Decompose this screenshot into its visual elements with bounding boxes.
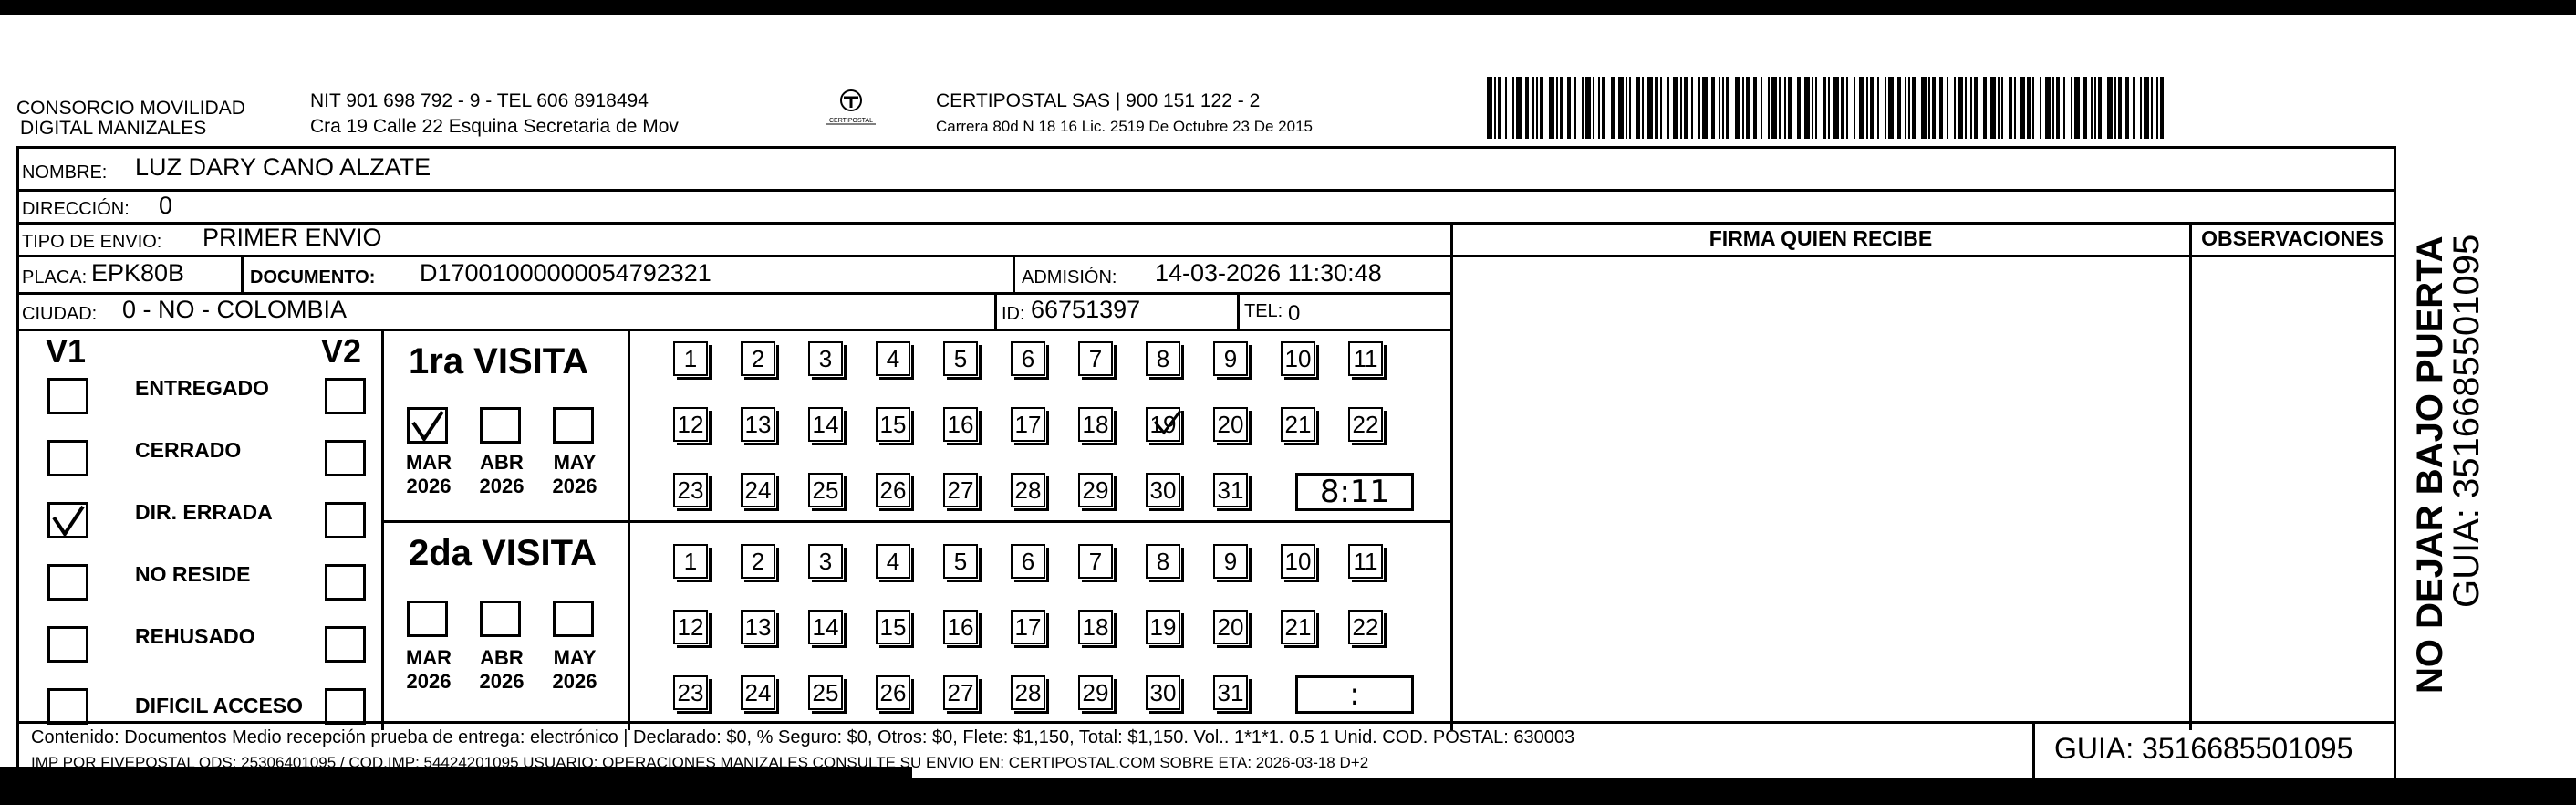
status-label: DIR. ERRADA bbox=[135, 500, 273, 524]
barcode-bar bbox=[1779, 77, 1781, 139]
second-visit-title: 2da VISITA bbox=[409, 533, 597, 573]
barcode-bar bbox=[1711, 77, 1715, 139]
barcode-bar bbox=[2118, 77, 2122, 139]
second-visit-month-label bbox=[473, 646, 531, 694]
id-label: ID: bbox=[1002, 304, 1025, 324]
month-year: 2026 bbox=[552, 475, 597, 497]
footer-guia-divider bbox=[2032, 721, 2035, 778]
v2-heading: V2 bbox=[321, 332, 362, 370]
second-visit-day-19[interactable]: 19 bbox=[1146, 610, 1180, 644]
status-label: ENTREGADO bbox=[135, 376, 269, 400]
barcode-bar bbox=[1958, 77, 1963, 139]
barcode-bar bbox=[1854, 77, 1855, 139]
footer-top-line bbox=[16, 721, 2394, 724]
company-name-line2: DIGITAL MANIZALES bbox=[20, 118, 207, 139]
first-visit-day-12[interactable]: 12 bbox=[673, 407, 708, 442]
barcode-bar bbox=[1512, 77, 1514, 139]
second-visit-day-7[interactable]: 7 bbox=[1078, 544, 1113, 579]
form-right-edge bbox=[2394, 146, 2396, 730]
second-visit-day-8[interactable]: 8 bbox=[1146, 544, 1180, 579]
second-visit-day-10[interactable]: 10 bbox=[1281, 544, 1315, 579]
barcode-bar bbox=[2133, 77, 2135, 139]
barcode-bar bbox=[1549, 77, 1554, 139]
v2-checkbox[interactable] bbox=[325, 688, 366, 725]
barcode-bar bbox=[2160, 77, 2164, 139]
barcode-bar bbox=[1536, 77, 1538, 139]
second-visit-day-1[interactable]: 1 bbox=[673, 544, 708, 579]
barcode-bar bbox=[1582, 77, 1584, 139]
barcode-bar bbox=[2032, 77, 2034, 139]
second-visit-day-27[interactable]: 27 bbox=[943, 675, 978, 710]
placa-divider bbox=[241, 255, 244, 292]
barcode-bar bbox=[1921, 77, 1927, 139]
second-visit-day-31[interactable]: 31 bbox=[1213, 675, 1248, 710]
barcode-bar bbox=[1498, 77, 1501, 139]
first-visit-day-22[interactable]: 22 bbox=[1348, 407, 1383, 442]
barcode-bar bbox=[1905, 77, 1906, 139]
barcode-bar bbox=[1540, 77, 1543, 139]
second-visit-day-22[interactable]: 22 bbox=[1348, 610, 1383, 644]
first-visit-day-28[interactable]: 28 bbox=[1011, 473, 1045, 507]
barcode-bar bbox=[1812, 77, 1813, 139]
status-label: CERRADO bbox=[135, 438, 242, 462]
barcode-bar bbox=[1771, 77, 1777, 139]
barcode-bar bbox=[1560, 77, 1563, 139]
barcode-bar bbox=[1667, 77, 1669, 139]
barcode-bar bbox=[2027, 77, 2031, 139]
v1-checkbox[interactable] bbox=[47, 564, 88, 601]
v1-checkbox[interactable] bbox=[47, 688, 88, 725]
second-visit-month-label bbox=[545, 646, 604, 694]
barcode-bar bbox=[1965, 77, 1967, 139]
ciudad-label: CIUDAD: bbox=[22, 304, 98, 324]
second-visit-day-24[interactable]: 24 bbox=[741, 675, 775, 710]
month-year: 2026 bbox=[479, 670, 525, 693]
barcode-bar bbox=[2020, 77, 2025, 139]
placa-label: PLACA: bbox=[22, 267, 88, 288]
barcode-bar bbox=[2074, 77, 2080, 139]
side-guia: GUIA: 3516685501095 bbox=[2446, 234, 2487, 608]
barcode-bar bbox=[2125, 77, 2129, 139]
barcode-bar bbox=[1505, 77, 1507, 139]
second-visit-day-11[interactable]: 11 bbox=[1348, 544, 1383, 579]
second-visit-day-23[interactable]: 23 bbox=[673, 675, 708, 710]
barcode-bar bbox=[1722, 77, 1724, 139]
direccion-label: DIRECCIÓN: bbox=[22, 199, 130, 219]
documento-value: D17001000000054792321 bbox=[420, 259, 712, 287]
first-visit-day-11[interactable]: 11 bbox=[1348, 341, 1383, 376]
barcode-bar bbox=[2140, 77, 2142, 139]
second-visit-day-9[interactable]: 9 bbox=[1213, 544, 1248, 579]
first-visit-day-18[interactable]: 18 bbox=[1078, 407, 1113, 442]
barcode-bar bbox=[1525, 77, 1529, 139]
month-year: 2026 bbox=[479, 475, 525, 497]
first-visit-day-20[interactable]: 20 bbox=[1213, 407, 1248, 442]
first-visit-day-31[interactable]: 31 bbox=[1213, 473, 1248, 507]
second-visit-day-30[interactable]: 30 bbox=[1146, 675, 1180, 710]
barcode-bar bbox=[1698, 77, 1700, 139]
barcode-bar bbox=[2107, 77, 2113, 139]
first-visit-day-13[interactable]: 13 bbox=[741, 407, 775, 442]
barcode-bar bbox=[1983, 77, 1987, 139]
status-divider bbox=[381, 329, 384, 730]
barcode-bar bbox=[1494, 77, 1496, 139]
second-visit-month-checkbox[interactable] bbox=[553, 601, 594, 637]
row-divider bbox=[16, 189, 2394, 192]
second-visit-day-17[interactable]: 17 bbox=[1011, 610, 1045, 644]
barcode-bar bbox=[1746, 77, 1750, 139]
id-divider bbox=[994, 292, 997, 329]
barcode-bar bbox=[1602, 77, 1605, 139]
barcode-bar bbox=[1556, 77, 1558, 139]
barcode-bar bbox=[1742, 77, 1744, 139]
barcode bbox=[1487, 77, 2171, 139]
nombre-label: NOMBRE: bbox=[22, 162, 108, 183]
barcode-bar bbox=[1833, 77, 1839, 139]
row-divider bbox=[16, 329, 1452, 331]
first-visit-day-2[interactable]: 2 bbox=[741, 341, 775, 376]
second-visit-month-label bbox=[400, 646, 458, 694]
barcode-bar bbox=[1990, 77, 1996, 139]
visit-month-divider bbox=[628, 329, 630, 730]
admision-value: 14-03-2026 11:30:48 bbox=[1155, 259, 1382, 287]
barcode-bar bbox=[2056, 77, 2060, 139]
nit-line: NIT 901 698 792 - 9 - TEL 606 8918494 bbox=[310, 90, 649, 111]
second-visit-day-2[interactable]: 2 bbox=[741, 544, 775, 579]
barcode-bar bbox=[1702, 77, 1708, 139]
courier-line1: CERTIPOSTAL SAS | 900 151 122 - 2 bbox=[936, 90, 1261, 111]
courier-line2: Carrera 80d N 18 16 Lic. 2519 De Octubre 23 De 2015 bbox=[936, 118, 1313, 135]
barcode-bar bbox=[1593, 77, 1594, 139]
first-visit-day-26[interactable]: 26 bbox=[876, 473, 910, 507]
second-visit-day-16[interactable]: 16 bbox=[943, 610, 978, 644]
barcode-bar bbox=[1823, 77, 1826, 139]
barcode-bar bbox=[2156, 77, 2158, 139]
first-visit-month-checkbox[interactable] bbox=[480, 407, 521, 444]
barcode-bar bbox=[1567, 77, 1571, 139]
second-visit-time-field[interactable]: : bbox=[1295, 675, 1414, 714]
barcode-bar bbox=[1866, 77, 1868, 139]
second-visit-day-25[interactable]: 25 bbox=[808, 675, 843, 710]
barcode-bar bbox=[1574, 77, 1576, 139]
barcode-bar bbox=[1885, 77, 1886, 139]
first-visit-day-30[interactable]: 30 bbox=[1146, 473, 1180, 507]
barcode-bar bbox=[1828, 77, 1830, 139]
barcode-bar bbox=[1636, 77, 1640, 139]
barcode-bar bbox=[1870, 77, 1874, 139]
barcode-bar bbox=[1719, 77, 1720, 139]
barcode-bar bbox=[1761, 77, 1762, 139]
footer-guia: GUIA: 3516685501095 bbox=[2054, 732, 2353, 765]
barcode-bar bbox=[1684, 77, 1688, 139]
admision-label: ADMISIÓN: bbox=[1022, 267, 1117, 288]
v2-checkbox[interactable] bbox=[325, 626, 366, 663]
second-visit-day-28[interactable]: 28 bbox=[1011, 675, 1045, 710]
barcode-bar bbox=[1954, 77, 1956, 139]
barcode-bar bbox=[2094, 77, 2096, 139]
barcode-bar bbox=[2144, 77, 2149, 139]
certipostal-logo bbox=[819, 84, 883, 139]
first-visit-day-25[interactable]: 25 bbox=[808, 473, 843, 507]
first-visit-day-3[interactable]: 3 bbox=[808, 341, 843, 376]
barcode-bar bbox=[1585, 77, 1591, 139]
barcode-bar bbox=[1626, 77, 1627, 139]
first-visit-day-9[interactable]: 9 bbox=[1213, 341, 1248, 376]
barcode-bar bbox=[1939, 77, 1943, 139]
month-name: ABR bbox=[480, 646, 524, 669]
barcode-bar bbox=[2114, 77, 2116, 139]
first-visit-month-checkbox[interactable] bbox=[553, 407, 594, 444]
id-value: 66751397 bbox=[1031, 296, 1141, 323]
second-visit-day-21[interactable]: 21 bbox=[1281, 610, 1315, 644]
first-visit-day-24[interactable]: 24 bbox=[741, 473, 775, 507]
direccion-value: 0 bbox=[159, 192, 173, 219]
observaciones-heading: OBSERVACIONES bbox=[2201, 226, 2384, 250]
firma-column-left bbox=[1450, 222, 1453, 730]
first-visit-day-27[interactable]: 27 bbox=[943, 473, 978, 507]
day-check-mark bbox=[1153, 409, 1182, 444]
barcode-bar bbox=[1804, 77, 1810, 139]
month-name: ABR bbox=[480, 451, 524, 474]
first-visit-month-checkbox[interactable] bbox=[407, 407, 448, 444]
barcode-bar bbox=[1974, 77, 1978, 139]
barcode-bar bbox=[2009, 77, 2012, 139]
first-visit-time-field[interactable]: 8:11 bbox=[1295, 473, 1414, 511]
barcode-bar bbox=[2014, 77, 2016, 139]
first-visit-day-29[interactable]: 29 bbox=[1078, 473, 1113, 507]
barcode-bar bbox=[2045, 77, 2051, 139]
firma-heading: FIRMA QUIEN RECIBE bbox=[1709, 226, 1933, 250]
second-visit-day-12[interactable]: 12 bbox=[673, 610, 708, 644]
barcode-bar bbox=[1629, 77, 1631, 139]
second-visit-day-14[interactable]: 14 bbox=[808, 610, 843, 644]
barcode-bar bbox=[1932, 77, 1936, 139]
scan-border-bottom bbox=[0, 778, 2576, 805]
admision-divider bbox=[1013, 255, 1015, 292]
v2-checkbox[interactable] bbox=[325, 502, 366, 538]
observaciones-column-left bbox=[2189, 222, 2192, 730]
barcode-bar bbox=[1660, 77, 1662, 139]
barcode-bar bbox=[2083, 77, 2087, 139]
barcode-bar bbox=[1691, 77, 1693, 139]
first-visit-day-17[interactable]: 17 bbox=[1011, 407, 1045, 442]
barcode-bar bbox=[1735, 77, 1740, 139]
barcode-bar bbox=[1532, 77, 1534, 139]
status-label: NO RESIDE bbox=[135, 562, 251, 586]
barcode-bar bbox=[1947, 77, 1948, 139]
barcode-bar bbox=[1784, 77, 1786, 139]
barcode-bar bbox=[2071, 77, 2072, 139]
first-visit-title: 1ra VISITA bbox=[409, 341, 589, 382]
first-visit-day-19[interactable]: 19 bbox=[1146, 407, 1180, 442]
footer-imp: IMP POR FIVEPOSTAL ODS: 25306401095 / COD.IMP: 54424201095 USUARIO: OPERACIONES MANIZALES CONSULTE SU ENVIO EN: CERTIPOSTAL.COM SOBRE ETA: 2026-03-18 D+2 bbox=[31, 754, 1369, 771]
barcode-bar bbox=[2091, 77, 2093, 139]
barcode-bar bbox=[1897, 77, 1901, 139]
visit-divider bbox=[381, 520, 1450, 523]
first-visit-day-10[interactable]: 10 bbox=[1281, 341, 1315, 376]
ciudad-value: 0 - NO - COLOMBIA bbox=[122, 296, 348, 323]
month-name: MAR bbox=[405, 451, 452, 474]
barcode-bar bbox=[2040, 77, 2041, 139]
footer-right-edge bbox=[2394, 721, 2396, 778]
first-visit-day-16[interactable]: 16 bbox=[943, 407, 978, 442]
barcode-bar bbox=[1516, 77, 1522, 139]
company-name-line1: CONSORCIO MOVILIDAD bbox=[16, 98, 245, 119]
barcode-bar bbox=[2098, 77, 2102, 139]
tel-value: 0 bbox=[1288, 301, 1301, 326]
v2-checkbox[interactable] bbox=[325, 378, 366, 414]
v2-checkbox[interactable] bbox=[325, 440, 366, 476]
barcode-bar bbox=[1647, 77, 1653, 139]
v2-checkbox[interactable] bbox=[325, 564, 366, 601]
second-visit-day-5[interactable]: 5 bbox=[943, 544, 978, 579]
first-visit-month-label bbox=[545, 451, 604, 498]
documento-label: DOCUMENTO: bbox=[250, 267, 376, 288]
first-visit-day-8[interactable]: 8 bbox=[1146, 341, 1180, 376]
barcode-bar bbox=[1888, 77, 1894, 139]
tipo-envio-label: TIPO DE ENVIO: bbox=[22, 232, 162, 252]
tel-label: TEL: bbox=[1244, 301, 1283, 321]
row-divider bbox=[16, 255, 2394, 257]
second-visit-day-26[interactable]: 26 bbox=[876, 675, 910, 710]
barcode-bar bbox=[1908, 77, 1910, 139]
second-visit-day-20[interactable]: 20 bbox=[1213, 610, 1248, 644]
barcode-bar bbox=[1841, 77, 1844, 139]
first-visit-day-6[interactable]: 6 bbox=[1011, 341, 1045, 376]
first-visit-day-15[interactable]: 15 bbox=[876, 407, 910, 442]
logo-wordmark: CERTIPOSTAL bbox=[829, 118, 873, 124]
second-visit-month-checkbox[interactable] bbox=[407, 601, 448, 637]
v1-checkbox[interactable] bbox=[47, 440, 88, 476]
status-label: DIFICIL ACCESO bbox=[135, 694, 304, 717]
placa-value: EPK80B bbox=[91, 259, 185, 287]
footer-contenido: Contenido: Documentos Medio recepción prueba de entrega: electrónico | Declarado: $0, % Seguro: $0, Otros: $0, Flete: $1,150, Total: $1,150. Vol.. 1*1*1. 0.5 1 Unid. COD. POSTAL: 630003 bbox=[31, 727, 1575, 748]
month-year: 2026 bbox=[406, 670, 452, 693]
first-visit-day-1[interactable]: 1 bbox=[673, 341, 708, 376]
month-name: MAY bbox=[553, 451, 597, 474]
v1-checkbox[interactable] bbox=[47, 626, 88, 663]
first-visit-day-7[interactable]: 7 bbox=[1078, 341, 1113, 376]
first-visit-day-21[interactable]: 21 bbox=[1281, 407, 1315, 442]
status-label: REHUSADO bbox=[135, 624, 255, 648]
barcode-bar bbox=[1846, 77, 1848, 139]
month-year: 2026 bbox=[552, 670, 597, 693]
first-visit-day-5[interactable]: 5 bbox=[943, 341, 978, 376]
barcode-bar bbox=[1753, 77, 1757, 139]
barcode-bar bbox=[1998, 77, 2000, 139]
month-year: 2026 bbox=[406, 475, 452, 497]
barcode-bar bbox=[1487, 77, 1492, 139]
nombre-value: LUZ DARY CANO ALZATE bbox=[135, 153, 431, 181]
barcode-bar bbox=[1655, 77, 1658, 139]
barcode-bar bbox=[1859, 77, 1864, 139]
barcode-bar bbox=[1928, 77, 1930, 139]
first-visit-day-14[interactable]: 14 bbox=[808, 407, 843, 442]
second-visit-month-checkbox[interactable] bbox=[480, 601, 521, 637]
first-visit-month-label bbox=[400, 451, 458, 498]
month-name: MAR bbox=[405, 646, 452, 669]
tipo-envio-value: PRIMER ENVIO bbox=[203, 224, 382, 251]
first-visit-month-label bbox=[473, 451, 531, 498]
second-visit-day-3[interactable]: 3 bbox=[808, 544, 843, 579]
barcode-bar bbox=[2052, 77, 2054, 139]
barcode-bar bbox=[2063, 77, 2065, 139]
barcode-bar bbox=[2151, 77, 2153, 139]
barcode-bar bbox=[1673, 77, 1678, 139]
barcode-bar bbox=[1611, 77, 1615, 139]
month-name: MAY bbox=[553, 646, 597, 669]
second-visit-day-15[interactable]: 15 bbox=[876, 610, 910, 644]
scan-border-top bbox=[0, 0, 2576, 15]
no-dejar-bajo-puerta: NO DEJAR BAJO PUERTA bbox=[2410, 235, 2450, 694]
barcode-bar bbox=[1768, 77, 1770, 139]
v1-checkbox[interactable] bbox=[47, 502, 88, 538]
barcode-bar bbox=[1970, 77, 1972, 139]
barcode-bar bbox=[1642, 77, 1644, 139]
barcode-bar bbox=[1797, 77, 1801, 139]
barcode-bar bbox=[1788, 77, 1792, 139]
barcode-bar bbox=[2001, 77, 2003, 139]
address-line: Cra 19 Calle 22 Esquina Secretaria de Mov bbox=[310, 116, 679, 137]
second-visit-day-13[interactable]: 13 bbox=[741, 610, 775, 644]
second-visit-day-18[interactable]: 18 bbox=[1078, 610, 1113, 644]
barcode-bar bbox=[1598, 77, 1600, 139]
v1-checkbox[interactable] bbox=[47, 378, 88, 414]
second-visit-day-29[interactable]: 29 bbox=[1078, 675, 1113, 710]
second-visit-day-6[interactable]: 6 bbox=[1011, 544, 1045, 579]
tel-divider bbox=[1237, 292, 1240, 329]
barcode-bar bbox=[1726, 77, 1729, 139]
barcode-bar bbox=[1912, 77, 1916, 139]
first-visit-day-23[interactable]: 23 bbox=[673, 473, 708, 507]
barcode-bar bbox=[1877, 77, 1879, 139]
first-visit-day-4[interactable]: 4 bbox=[876, 341, 910, 376]
second-visit-day-4[interactable]: 4 bbox=[876, 544, 910, 579]
barcode-bar bbox=[1680, 77, 1682, 139]
barcode-bar bbox=[1618, 77, 1624, 139]
v1-heading: V1 bbox=[46, 332, 87, 370]
barcode-bar bbox=[1815, 77, 1817, 139]
